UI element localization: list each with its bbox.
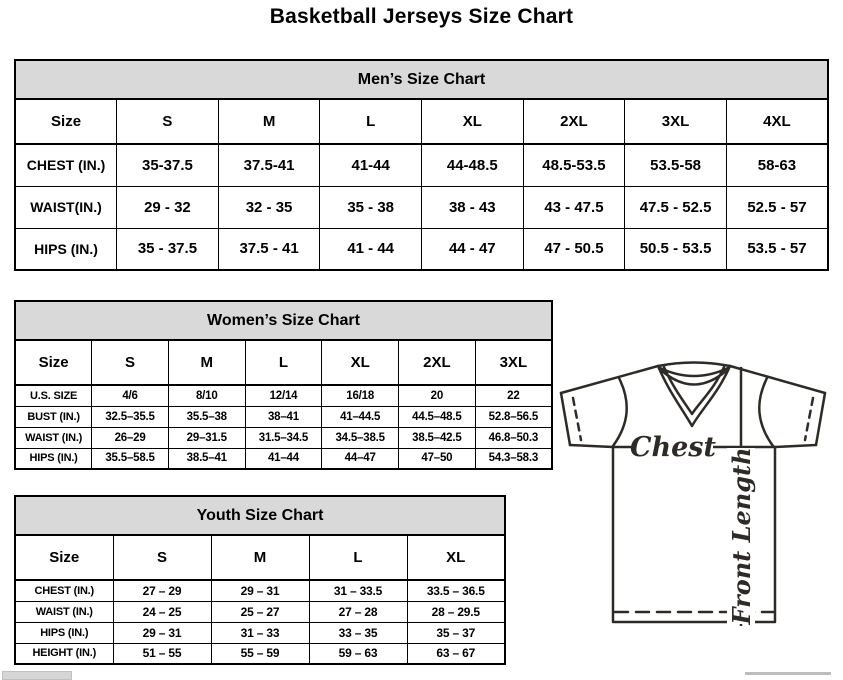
- row-label: U.S. SIZE: [15, 385, 92, 406]
- value-cell: 27 – 29: [113, 580, 211, 601]
- value-cell: 29 - 32: [117, 186, 219, 228]
- value-cell: 47.5 - 52.5: [625, 186, 727, 228]
- row-label: HIPS (IN.): [15, 228, 117, 270]
- value-cell: 31.5–34.5: [245, 427, 322, 448]
- value-cell: 47 - 50.5: [523, 228, 625, 270]
- value-cell: 29–31.5: [168, 427, 245, 448]
- value-cell: 55 – 59: [211, 643, 309, 664]
- value-cell: 32 - 35: [218, 186, 320, 228]
- womens-chart-title: Women’s Size Chart: [15, 301, 552, 340]
- value-cell: 25 – 27: [211, 601, 309, 622]
- value-cell: 35 - 38: [320, 186, 422, 228]
- mens-chart-header-row: [15, 99, 828, 144]
- column-header: XL: [407, 535, 505, 580]
- table-row: [15, 601, 505, 622]
- row-label: HEIGHT (IN.): [15, 643, 113, 664]
- row-label: BUST (IN.): [15, 406, 92, 427]
- column-header: 3XL: [625, 99, 727, 144]
- youth-chart-title: Youth Size Chart: [15, 496, 505, 535]
- column-header: S: [117, 99, 219, 144]
- value-cell: 35.5–58.5: [92, 448, 169, 469]
- column-header: Size: [15, 535, 113, 580]
- value-cell: 41 - 44: [320, 228, 422, 270]
- value-cell: 33 – 35: [309, 622, 407, 643]
- value-cell: 53.5-58: [625, 144, 727, 186]
- womens-chart-band: [15, 301, 552, 340]
- column-header: Size: [15, 99, 117, 144]
- table-row: [15, 448, 552, 469]
- column-header: M: [211, 535, 309, 580]
- value-cell: 51 – 55: [113, 643, 211, 664]
- value-cell: 44-48.5: [422, 144, 524, 186]
- column-header: XL: [322, 340, 399, 385]
- table-row: [15, 580, 505, 601]
- womens-chart-header-row: [15, 340, 552, 385]
- column-header: L: [320, 99, 422, 144]
- value-cell: 58-63: [726, 144, 828, 186]
- value-cell: 41–44: [245, 448, 322, 469]
- value-cell: 37.5 - 41: [218, 228, 320, 270]
- value-cell: 35.5–38: [168, 406, 245, 427]
- value-cell: 44 - 47: [422, 228, 524, 270]
- value-cell: 46.8–50.3: [475, 427, 552, 448]
- value-cell: 16/18: [322, 385, 399, 406]
- value-cell: 52.5 - 57: [726, 186, 828, 228]
- value-cell: 8/10: [168, 385, 245, 406]
- value-cell: 52.8–56.5: [475, 406, 552, 427]
- page-title: Basketball Jerseys Size Chart: [269, 5, 574, 28]
- column-header: M: [168, 340, 245, 385]
- column-header: S: [113, 535, 211, 580]
- youth-chart-band: [15, 496, 505, 535]
- value-cell: 48.5-53.5: [523, 144, 625, 186]
- value-cell: 41-44: [320, 144, 422, 186]
- table-row: [15, 144, 828, 186]
- horizontal-scrollbar-track: [745, 672, 831, 675]
- value-cell: 53.5 - 57: [726, 228, 828, 270]
- value-cell: 50.5 - 53.5: [625, 228, 727, 270]
- value-cell: 31 – 33.5: [309, 580, 407, 601]
- value-cell: 26–29: [92, 427, 169, 448]
- table-row: [15, 406, 552, 427]
- value-cell: 63 – 67: [407, 643, 505, 664]
- jersey-measurement-diagram: [551, 350, 835, 646]
- column-header: 2XL: [523, 99, 625, 144]
- column-header: L: [309, 535, 407, 580]
- column-header: 4XL: [726, 99, 828, 144]
- column-header: S: [92, 340, 169, 385]
- chest-label: Chest: [630, 432, 716, 463]
- value-cell: 33.5 – 36.5: [407, 580, 505, 601]
- value-cell: 28 – 29.5: [407, 601, 505, 622]
- value-cell: 27 – 28: [309, 601, 407, 622]
- row-label: WAIST (IN.): [15, 427, 92, 448]
- table-row: [15, 385, 552, 406]
- row-label: HIPS (IN.): [15, 448, 92, 469]
- table-row: [15, 643, 505, 664]
- value-cell: 35 - 37.5: [117, 228, 219, 270]
- value-cell: 47–50: [399, 448, 476, 469]
- value-cell: 43 - 47.5: [523, 186, 625, 228]
- row-label: WAIST(IN.): [15, 186, 117, 228]
- column-header: L: [245, 340, 322, 385]
- row-label: WAIST (IN.): [15, 601, 113, 622]
- column-header: XL: [422, 99, 524, 144]
- column-header: M: [218, 99, 320, 144]
- value-cell: 38.5–41: [168, 448, 245, 469]
- table-row: [15, 186, 828, 228]
- mens-chart-band: [15, 60, 828, 99]
- value-cell: 32.5–35.5: [92, 406, 169, 427]
- value-cell: 35-37.5: [117, 144, 219, 186]
- womens-size-chart-table: [14, 300, 553, 470]
- value-cell: 38–41: [245, 406, 322, 427]
- value-cell: 31 – 33: [211, 622, 309, 643]
- value-cell: 38.5–42.5: [399, 427, 476, 448]
- youth-chart-header-row: [15, 535, 505, 580]
- column-header: Size: [15, 340, 92, 385]
- value-cell: 54.3–58.3: [475, 448, 552, 469]
- value-cell: 44–47: [322, 448, 399, 469]
- table-row: [15, 427, 552, 448]
- value-cell: 37.5-41: [218, 144, 320, 186]
- youth-size-chart-table: [14, 495, 506, 665]
- front-length-label: Front Length: [727, 447, 756, 625]
- mens-chart-title: Men’s Size Chart: [15, 60, 828, 99]
- value-cell: 4/6: [92, 385, 169, 406]
- table-row: [15, 622, 505, 643]
- column-header: 2XL: [399, 340, 476, 385]
- value-cell: 22: [475, 385, 552, 406]
- row-label: CHEST (IN.): [15, 580, 113, 601]
- row-label: HIPS (IN.): [15, 622, 113, 643]
- row-label: CHEST (IN.): [15, 144, 117, 186]
- value-cell: 20: [399, 385, 476, 406]
- value-cell: 29 – 31: [113, 622, 211, 643]
- table-row: [15, 228, 828, 270]
- value-cell: 12/14: [245, 385, 322, 406]
- value-cell: 38 - 43: [422, 186, 524, 228]
- value-cell: 59 – 63: [309, 643, 407, 664]
- value-cell: 35 – 37: [407, 622, 505, 643]
- jersey-outline: [561, 363, 825, 623]
- column-header: 3XL: [475, 340, 552, 385]
- value-cell: 24 – 25: [113, 601, 211, 622]
- value-cell: 34.5–38.5: [322, 427, 399, 448]
- value-cell: 44.5–48.5: [399, 406, 476, 427]
- value-cell: 29 – 31: [211, 580, 309, 601]
- value-cell: 41–44.5: [322, 406, 399, 427]
- mens-size-chart-table: [14, 59, 829, 271]
